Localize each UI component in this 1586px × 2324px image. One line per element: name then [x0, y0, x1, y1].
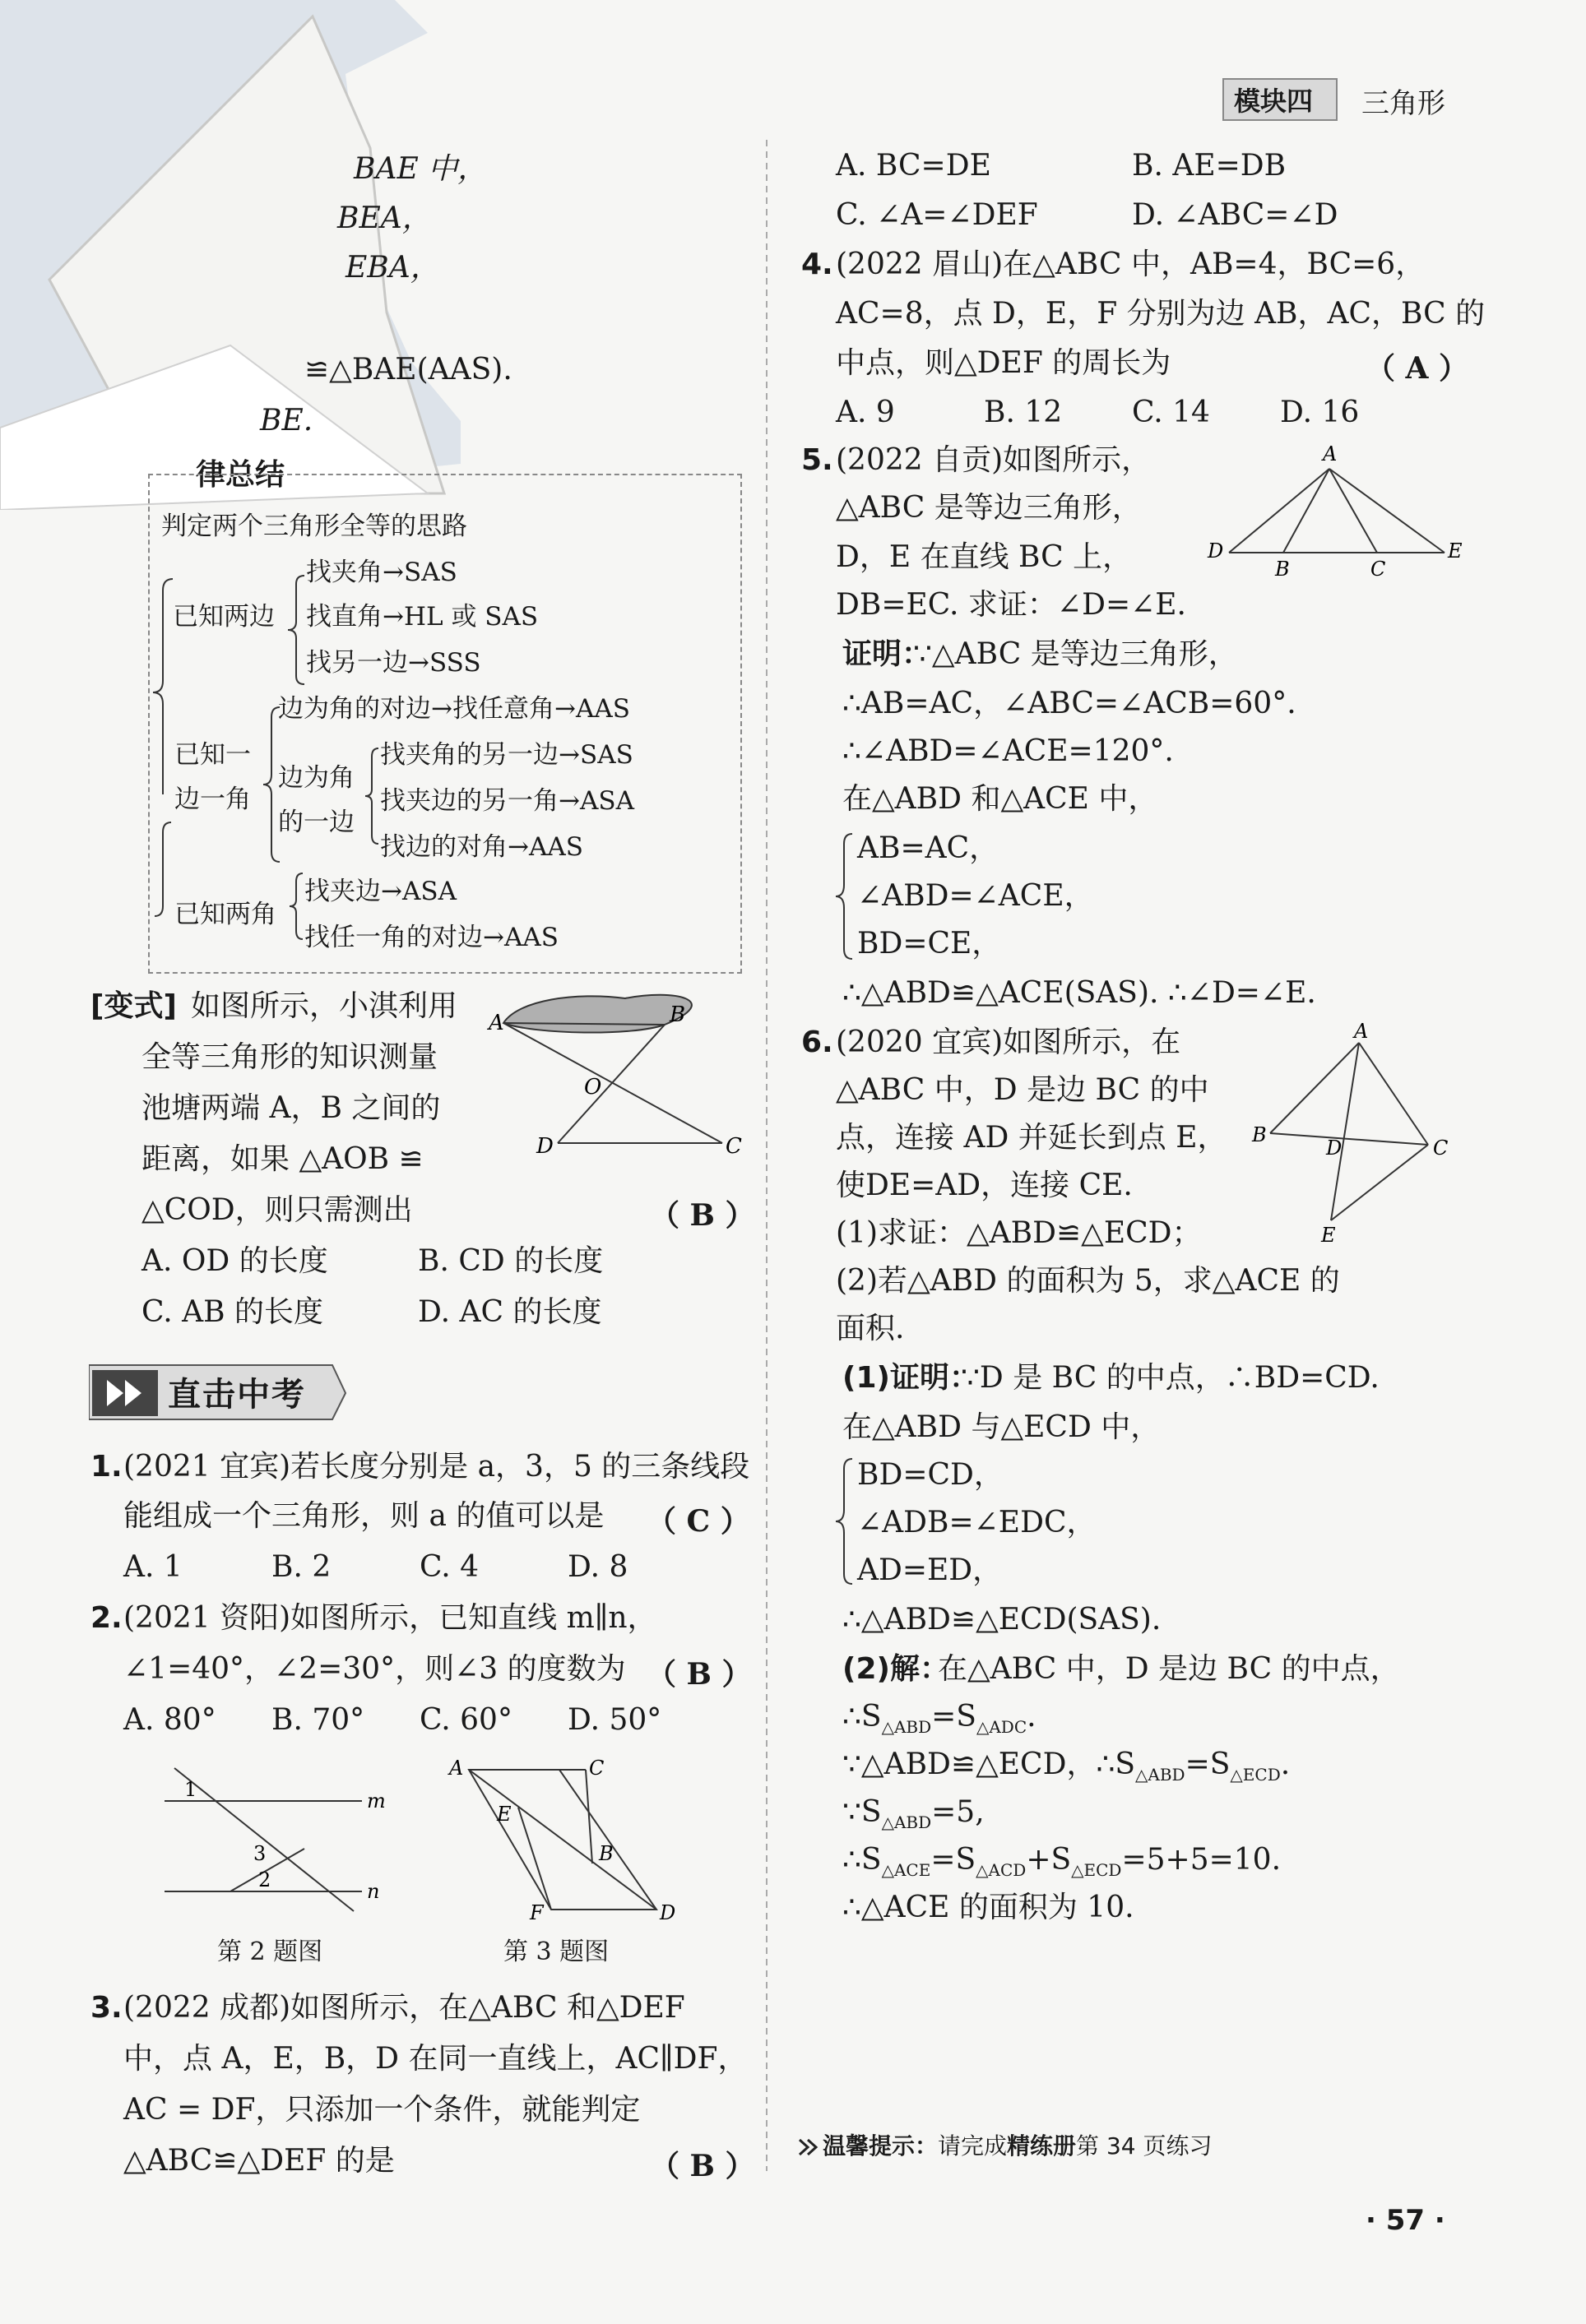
fig-label-a: A: [489, 1011, 504, 1035]
figure-3: [444, 1748, 691, 1929]
q6-line-3: 点，连接 AD 并延长到点 E，: [836, 1121, 1227, 1155]
q2-number: 2.: [90, 1601, 123, 1635]
fig6-label-e: E: [1321, 1224, 1336, 1247]
variant-answer: （ B ）: [650, 1198, 755, 1233]
g2-sub-3: 找边的对角→AAS: [380, 832, 583, 862]
variant-option-a: A. OD 的长度: [141, 1244, 328, 1278]
q1-number: 1.: [90, 1450, 123, 1484]
g2-sub-label-a: 边为角: [278, 763, 355, 793]
q1-option-a: A. 1: [123, 1550, 183, 1584]
q6-line-6: (2)若△ABD 的面积为 5，求△ACE 的: [836, 1264, 1340, 1298]
fig3-label-d: D: [660, 1901, 676, 1924]
g2-first: 边为角的对边→找任意角→AAS: [278, 694, 630, 724]
q1-option-d: D. 8: [568, 1550, 628, 1584]
q6-line-5: (1)求证：△ABD≌△ECD；: [836, 1216, 1202, 1250]
figure-2: [156, 1752, 403, 1924]
page-number: · 57 ·: [1366, 2204, 1445, 2237]
section-title: 直击中考: [168, 1376, 306, 1414]
fig2-caption: 第 2 题图: [217, 1937, 323, 1966]
partial-line-1: BAE 中，: [354, 152, 488, 186]
q6-solution-2-text: ∵△ABD≌△ECD，∴S: [842, 1748, 1136, 1781]
q1-line-2: 能组成一个三角形，则 a 的值可以是: [123, 1499, 605, 1533]
tip: [823, 2128, 1212, 2164]
fig2-label-2: 2: [258, 1868, 271, 1891]
q1-option-c: C. 4: [420, 1550, 480, 1584]
g3-label: 已知两角: [174, 900, 276, 929]
tip-text: 请完成: [938, 2132, 1008, 2160]
q6-proof-first: ∵D 是 BC 的中点，∴BD=CD.: [961, 1361, 1380, 1395]
tip-book: 精练册: [1007, 2132, 1077, 2160]
q1-line-1: (2021 宜宾)若长度分别是 a，3，5 的三条线段: [123, 1450, 750, 1484]
g2-label-a: 已知一: [174, 740, 251, 770]
rule-summary-title: 律总结: [196, 458, 285, 492]
q3-line-2: 中，点 A，E，B，D 在同一直线上，AC∥DF，: [123, 2042, 748, 2076]
g2-sub-1: 找夹角的另一边→SAS: [380, 740, 633, 770]
variant-option-c: C. AB 的长度: [141, 1295, 324, 1329]
q6-solution-first: 在△ABC 中，D 是边 BC 的中点，: [938, 1652, 1400, 1686]
q5-proof-2: ∴AB=AC，∠ABC=∠ACB=60°.: [842, 687, 1296, 720]
q5-proof-3: ∴∠ABD=∠ACE=120°.: [842, 734, 1174, 768]
q6-solution-3-text: ∵S: [842, 1795, 882, 1829]
tip-chevron-icon: [796, 2135, 821, 2160]
q6-solution-4-text: ∴S: [842, 1843, 882, 1877]
fig5-label-c: C: [1370, 558, 1386, 581]
q6-proof-line2: 在△ABD 与△ECD 中，: [842, 1410, 1161, 1444]
g2-sub-label-b: 的一边: [278, 808, 355, 837]
variant-option-b: B. CD 的长度: [418, 1244, 604, 1278]
fig2-label-n: n: [367, 1880, 380, 1903]
q6-conclusion: ∴△ABD≌△ECD(SAS).: [842, 1603, 1162, 1637]
partial-line-3: EBA，: [345, 251, 440, 285]
q6-solution-1-text: ∴S: [842, 1700, 882, 1734]
q6-line-1: (2020 宜宾)如图所示，在: [836, 1025, 1181, 1059]
variant-line-3: 池塘两端 A，B 之间的: [141, 1091, 441, 1125]
g1-item-3: 找另一边→SSS: [306, 648, 481, 678]
q3-line-1: (2022 成都)如图所示，在△ABC 和△DEF: [123, 1991, 685, 2025]
partial-line-2: BEA，: [337, 201, 432, 235]
q5-proof-4: 在△ABD 和△ACE 中，: [842, 782, 1158, 816]
figure-6: [1239, 1018, 1469, 1248]
fig6-label-c: C: [1433, 1137, 1449, 1160]
q3-line-4: △ABC≌△DEF 的是: [123, 2144, 395, 2178]
q6-solution-1: $\therefore S_{\triangle ABD}=S_{\triangle ADC}$.: [842, 1700, 1036, 1737]
q6-solution-2: ∵△ABD≌△ECD，$\therefore S_{\triangle ABD}=S_{\triangle ECD}$.: [842, 1748, 1291, 1785]
q6-line-4: 使DE=AD，连接 CE.: [836, 1169, 1133, 1202]
q2-line-2: ∠1=40°，∠2=30°，则∠3 的度数为: [123, 1652, 626, 1686]
variant-line-5: △COD，则只需测出: [141, 1193, 413, 1227]
fig-label-c: C: [726, 1134, 742, 1159]
fig6-label-a: A: [1354, 1020, 1369, 1043]
q6-brace-3: AD=ED，: [857, 1553, 1003, 1587]
figure-5: [1201, 436, 1464, 584]
q5-proof-1: ∵△ABC 是等边三角形，: [913, 637, 1238, 671]
fig3-caption: 第 3 题图: [503, 1937, 610, 1966]
q4-option-a: A. 9: [836, 396, 895, 429]
q5-line-2: △ABC 是等边三角形，: [836, 491, 1142, 525]
variant-option-d: D. AC 的长度: [418, 1295, 602, 1329]
q3-option-a: A. BC=DE: [836, 149, 991, 183]
fig-label-d: D: [536, 1134, 554, 1159]
q4-line-2: AC=8，点 D，E，F 分别为边 AB，AC，BC 的: [836, 297, 1486, 331]
q4-number: 4.: [801, 248, 833, 281]
g1-item-1: 找夹角→SAS: [306, 558, 457, 587]
partial-line-5: BE.: [260, 404, 313, 437]
q4-line-1: (2022 眉山)在△ABC 中，AB=4，BC=6，: [836, 248, 1426, 281]
q6-line-2: △ABC 中，D 是边 BC 的中: [836, 1073, 1209, 1107]
fig-label-o: O: [584, 1075, 602, 1100]
q3-option-b: B. AE=DB: [1132, 149, 1287, 183]
q2-option-a: A. 80°: [123, 1703, 216, 1737]
q1-option-b: B. 2: [271, 1550, 332, 1584]
q5-conclusion: ∴△ABD≌△ACE(SAS). ∴∠D=∠E.: [842, 976, 1316, 1010]
q5-brace-3: BD=CE，: [857, 927, 1002, 961]
q2-option-b: B. 70°: [271, 1703, 365, 1737]
g1-item-2: 找直角→HL 或 SAS: [306, 602, 539, 632]
g1-label: 已知两边: [173, 602, 275, 632]
q6-solution-3: $\because S_{\triangle ABD}=5$,: [842, 1795, 985, 1832]
q3-line-3: AC = DF，只添加一个条件，就能判定: [123, 2093, 641, 2127]
q6-solution-4: $\therefore S_{\triangle ACE}=S_{\triangle ACD}+S_{\triangle ECD}=5+5=10$.: [842, 1843, 1282, 1880]
variant-line-4: 距离，如果 △AOB ≌: [141, 1142, 424, 1176]
fig3-label-b: B: [599, 1842, 614, 1865]
q5-line-3: D，E 在直线 BC 上，: [836, 540, 1133, 574]
q1-answer: （ C ）: [647, 1504, 750, 1539]
q6-proof-label: (1)证明：: [842, 1361, 979, 1395]
tip-label: 温馨提示：: [823, 2132, 939, 2160]
partial-line-4: ≌△BAE(AAS).: [304, 353, 512, 387]
q2-option-c: C. 60°: [420, 1703, 512, 1737]
summary-heading: 判定两个三角形全等的思路: [161, 512, 467, 541]
q6-solution-last: ∴△ACE 的面积为 10.: [842, 1891, 1134, 1924]
fig-label-b: B: [670, 1002, 686, 1027]
q6-solution-label: (2)解：: [842, 1652, 949, 1686]
q4-answer: （ A ）: [1366, 351, 1468, 386]
q5-brace-2: ∠ABD=∠ACE，: [857, 879, 1094, 913]
g3-item-2: 找任一角的对边→AAS: [304, 923, 559, 952]
fig2-label-m: m: [367, 1789, 386, 1812]
q4-option-d: D. 16: [1280, 396, 1360, 429]
fig3-label-c: C: [589, 1757, 605, 1780]
column-divider: [765, 140, 768, 2171]
fig5-label-e: E: [1448, 539, 1463, 562]
q2-line-1: (2021 资阳)如图所示，已知直线 m∥n，: [123, 1601, 657, 1635]
q2-answer: （ B ）: [647, 1657, 752, 1692]
q6-brace-2: ∠ADB=∠EDC，: [857, 1506, 1097, 1539]
fig6-label-d: D: [1326, 1137, 1343, 1160]
q5-brace: [834, 831, 859, 979]
fig3-label-f: F: [530, 1901, 544, 1924]
variant-line-1: 如图所示，小淇利用: [191, 989, 458, 1023]
q3-option-c: C. ∠A=∠DEF: [836, 198, 1038, 232]
q5-line-1: (2022 自贡)如图所示，: [836, 443, 1152, 477]
g2-label-b: 边一角: [174, 785, 251, 814]
q6-number: 6.: [801, 1025, 833, 1059]
q3-number: 3.: [90, 1991, 123, 2025]
q6-brace-1: BD=CD，: [857, 1458, 1004, 1492]
fig3-label-a: A: [449, 1757, 464, 1780]
fig3-label-e: E: [497, 1803, 512, 1826]
variant-figure: [485, 984, 749, 1164]
g2-sub-2: 找夹边的另一角→ASA: [380, 786, 634, 816]
fig5-label-a: A: [1323, 442, 1338, 465]
fig5-label-b: B: [1275, 558, 1290, 581]
g3-item-1: 找夹边→ASA: [304, 877, 457, 906]
q5-proof-label: 证明：: [842, 637, 932, 671]
q4-option-c: C. 14: [1132, 396, 1210, 429]
fig6-label-b: B: [1252, 1123, 1267, 1146]
q2-option-d: D. 50°: [568, 1703, 662, 1737]
variant-tag: [变式]: [90, 989, 177, 1023]
q5-brace-1: AB=AC，: [857, 831, 999, 865]
fig2-label-3: 3: [253, 1842, 267, 1865]
q4-line-3: 中点，则△DEF 的周长为: [836, 346, 1171, 380]
q6-line-7: 面积.: [836, 1312, 905, 1345]
q5-number: 5.: [801, 443, 833, 477]
q5-line-4: DB=EC. 求证：∠D=∠E.: [836, 588, 1186, 622]
q4-option-b: B. 12: [984, 396, 1063, 429]
fig2-label-1: 1: [184, 1778, 197, 1801]
q3-answer: （ B ）: [650, 2149, 755, 2183]
q3-option-d: D. ∠ABC=∠D: [1132, 198, 1338, 232]
tip-rest: 第 34 页练习: [1076, 2132, 1213, 2160]
chapter-title: 三角形: [1361, 87, 1445, 120]
module-label: 模块四: [1234, 86, 1314, 117]
variant-line-2: 全等三角形的知识测量: [141, 1040, 438, 1074]
q6-brace: [834, 1456, 859, 1604]
fig5-label-d: D: [1208, 539, 1224, 562]
